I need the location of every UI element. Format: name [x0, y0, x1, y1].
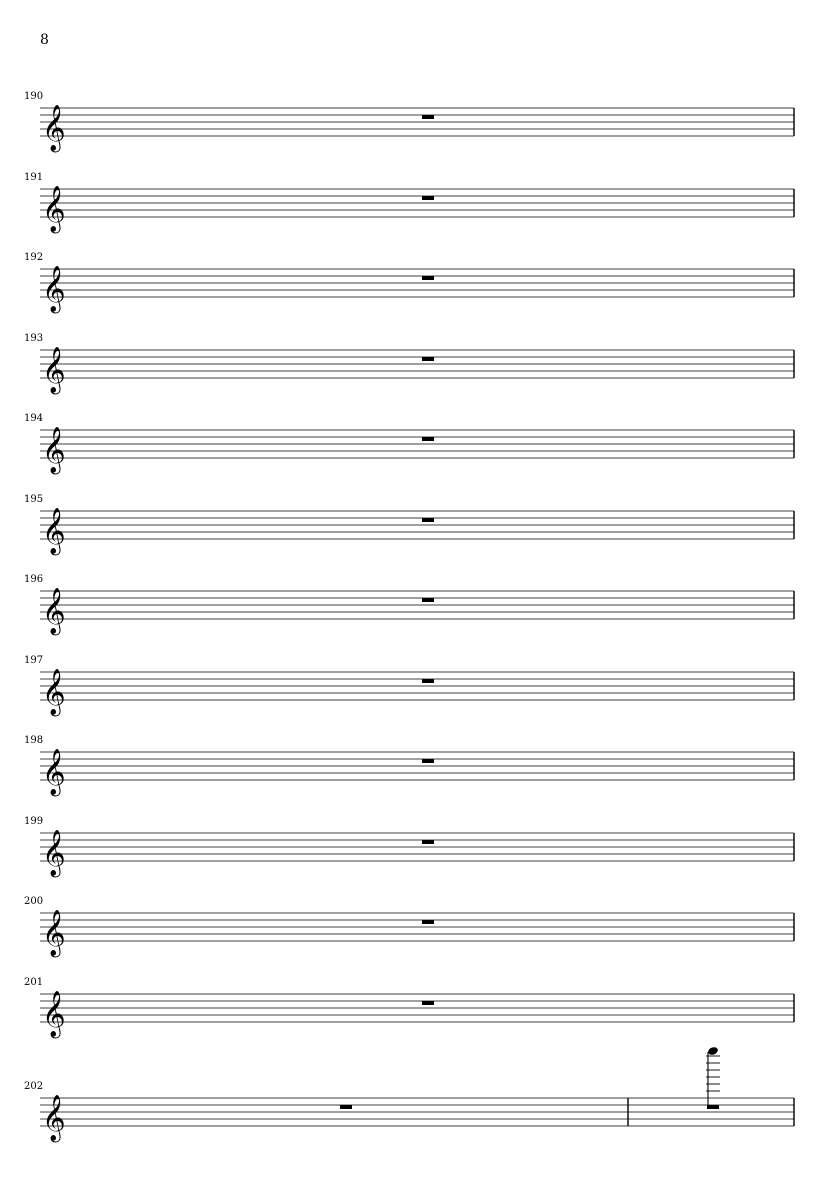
- treble-clef-icon: 𝄞: [42, 830, 66, 876]
- staff-system: [24, 977, 794, 1039]
- measure-number: 192: [24, 252, 44, 263]
- staff-system: [24, 333, 794, 395]
- measure-number: 194: [24, 413, 44, 424]
- staff-system: [24, 172, 794, 234]
- treble-clef-icon: 𝄞: [42, 669, 66, 715]
- measure-number: 193: [24, 333, 44, 344]
- measure-number: 202: [24, 1081, 44, 1092]
- measure-number: 191: [24, 172, 44, 183]
- measure-number: 197: [24, 655, 44, 666]
- whole-rest: [707, 1105, 719, 1109]
- measure-number: 199: [24, 816, 44, 827]
- whole-rest: [422, 840, 434, 844]
- staff-system: [24, 655, 794, 717]
- staff-system: [24, 1046, 794, 1143]
- treble-clef-icon: 𝄞: [42, 910, 66, 956]
- treble-clef-icon: 𝄞: [42, 266, 66, 312]
- staff-system: [24, 494, 794, 556]
- treble-clef-icon: 𝄞: [42, 749, 66, 795]
- measure-number: 196: [24, 574, 44, 585]
- whole-rest: [422, 276, 434, 280]
- staff-system: [24, 735, 794, 797]
- whole-rest: [422, 920, 434, 924]
- treble-clef-icon: 𝄞: [42, 105, 66, 151]
- measure-number: 195: [24, 494, 44, 505]
- treble-clef-icon: 𝄞: [42, 186, 66, 232]
- treble-clef-icon: 𝄞: [42, 508, 66, 554]
- note-head: [707, 1046, 719, 1056]
- measure-number: 200: [24, 896, 44, 907]
- measure-number: 198: [24, 735, 44, 746]
- treble-clef-icon: 𝄞: [42, 427, 66, 473]
- whole-rest: [422, 196, 434, 200]
- whole-rest: [422, 518, 434, 522]
- staff-system: [24, 413, 794, 475]
- whole-rest: [422, 679, 434, 683]
- whole-rest: [422, 357, 434, 361]
- staff-system: [24, 574, 794, 636]
- treble-clef-icon: 𝄞: [42, 588, 66, 634]
- whole-rest: [422, 598, 434, 602]
- measure-number: 201: [24, 977, 44, 988]
- staff-system: [24, 252, 794, 314]
- treble-clef-icon: 𝄞: [42, 347, 66, 393]
- staff-system: [24, 896, 794, 958]
- whole-rest: [422, 1001, 434, 1005]
- whole-rest: [422, 437, 434, 441]
- staff-system: [24, 91, 794, 153]
- treble-clef-icon: 𝄞: [42, 991, 66, 1037]
- page-number: 8: [40, 32, 49, 48]
- whole-rest: [422, 115, 434, 119]
- measure-number: 190: [24, 91, 44, 102]
- treble-clef-icon: 𝄞: [42, 1095, 66, 1141]
- staff-system: [24, 816, 794, 878]
- whole-rest: [422, 759, 434, 763]
- whole-rest: [340, 1105, 352, 1109]
